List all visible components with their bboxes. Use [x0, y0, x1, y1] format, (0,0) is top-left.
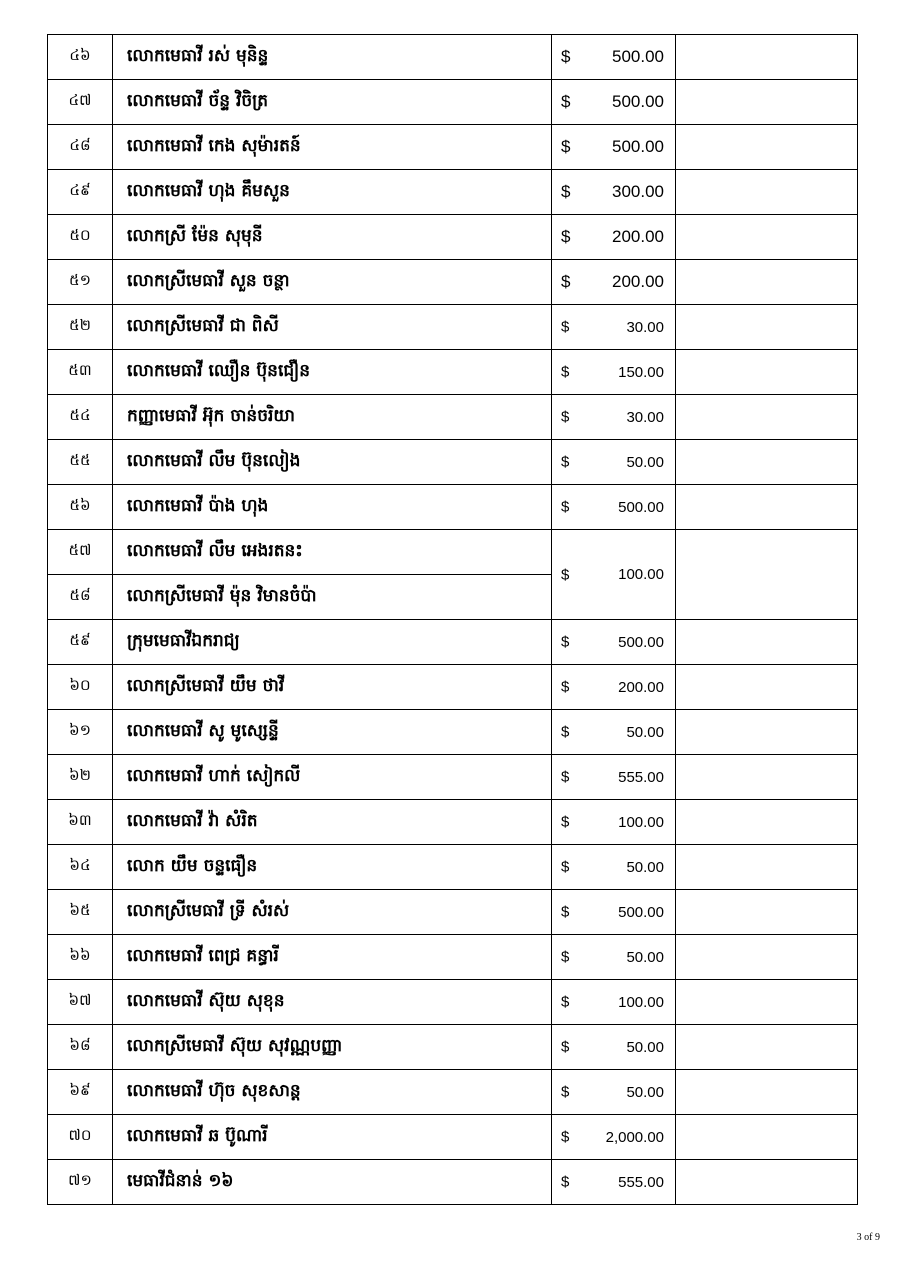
amount-value: 2,000.00 — [605, 1128, 664, 1146]
row-number: ៦៣ — [48, 800, 113, 845]
amount-value: 30.00 — [626, 318, 664, 336]
currency-symbol: $ — [561, 92, 571, 111]
remarks-cell — [676, 800, 858, 845]
donation-amount — [552, 1025, 676, 1070]
currency-symbol: $ — [561, 1173, 570, 1191]
table-row — [48, 440, 858, 485]
donation-amount — [552, 215, 676, 260]
table-row — [48, 395, 858, 440]
amount-value: 50.00 — [626, 1038, 664, 1056]
remarks-cell — [676, 530, 858, 620]
row-number: ៧០ — [48, 1115, 113, 1160]
currency-symbol: $ — [561, 948, 570, 966]
remarks-cell — [676, 125, 858, 170]
donation-amount — [552, 755, 676, 800]
donor-name: លោកស្រីមេធាវី សួន ចន្ថា — [113, 260, 552, 305]
row-number: ៦៨ — [48, 1025, 113, 1070]
row-number: ៦៩ — [48, 1070, 113, 1115]
table-row — [48, 620, 858, 665]
amount-value: 50.00 — [626, 858, 664, 876]
currency-symbol: $ — [561, 498, 570, 516]
row-number: ៥០ — [48, 215, 113, 260]
remarks-cell — [676, 620, 858, 665]
row-number: ៤៦ — [48, 35, 113, 80]
donor-name: កញ្ញាមេធាវី អ៊ុក ចាន់ចរិយា — [113, 395, 552, 440]
row-number: ៦៥ — [48, 890, 113, 935]
donation-amount — [552, 35, 676, 80]
table-row — [48, 1160, 858, 1205]
amount-value: 500.00 — [612, 47, 664, 66]
amount-value: 300.00 — [612, 182, 664, 201]
currency-symbol: $ — [561, 408, 570, 426]
donor-name: លោកស្រីមេធាវី ជា ពិសី — [113, 305, 552, 350]
amount-value: 500.00 — [618, 498, 664, 516]
table-row — [48, 215, 858, 260]
donor-name: លោកមេធាវី ឆ ប៊ូណារី — [113, 1115, 552, 1160]
remarks-cell — [676, 980, 858, 1025]
table-row — [48, 710, 858, 755]
currency-symbol: $ — [561, 453, 570, 471]
row-number: ៥៨ — [48, 575, 113, 620]
remarks-cell — [676, 1070, 858, 1115]
row-number: ៥៣ — [48, 350, 113, 395]
currency-symbol: $ — [561, 993, 570, 1011]
table-row — [48, 935, 858, 980]
amount-value: 150.00 — [618, 363, 664, 381]
donor-name: លោកមេធាវី វ៉ា សំរិត — [113, 800, 552, 845]
row-number: ៥៤ — [48, 395, 113, 440]
donation-amount — [552, 170, 676, 215]
row-number: ៥២ — [48, 305, 113, 350]
amount-value: 200.00 — [612, 227, 664, 246]
table-row — [48, 1025, 858, 1070]
currency-symbol: $ — [561, 858, 570, 876]
donor-name: លោកមេធាវី រស់ មុនិន្ទ — [113, 35, 552, 80]
row-number: ៦២ — [48, 755, 113, 800]
donation-amount — [552, 305, 676, 350]
remarks-cell — [676, 80, 858, 125]
table-row — [48, 845, 858, 890]
remarks-cell — [676, 305, 858, 350]
remarks-cell — [676, 1160, 858, 1205]
row-number: ៤៧ — [48, 80, 113, 125]
amount-value: 50.00 — [626, 723, 664, 741]
donor-name: លោកមេធាវី លឹម ប៊ុនលៀង — [113, 440, 552, 485]
donation-amount — [552, 1160, 676, 1205]
donor-name: លោក យឹម ចន្ទធឿន — [113, 845, 552, 890]
row-number: ៥៩ — [48, 620, 113, 665]
table-row — [48, 260, 858, 305]
table-row — [48, 890, 858, 935]
currency-symbol: $ — [561, 227, 571, 246]
amount-value: 500.00 — [618, 903, 664, 921]
remarks-cell — [676, 35, 858, 80]
donor-name: លោកស្រី ម៉ែន សុមុនី — [113, 215, 552, 260]
row-number: ៤៩ — [48, 170, 113, 215]
currency-symbol: $ — [561, 363, 570, 381]
amount-value: 555.00 — [618, 1173, 664, 1191]
currency-symbol: $ — [561, 566, 570, 583]
donor-name: លោកមេធាវី ហ៊ុច សុខសាន្ត — [113, 1070, 552, 1115]
row-number: ៦១ — [48, 710, 113, 755]
donor-name: មេធាវីជំនាន់ ១៦ — [113, 1160, 552, 1205]
row-number: ៥៥ — [48, 440, 113, 485]
currency-symbol: $ — [561, 1083, 570, 1101]
remarks-cell — [676, 755, 858, 800]
row-number: ៦៤ — [48, 845, 113, 890]
donation-amount — [552, 80, 676, 125]
donor-name: ក្រុមមេធាវីឯករាជ្យ — [113, 620, 552, 665]
donor-name: លោកស្រីមេធាវី យឹម ថាវី — [113, 665, 552, 710]
donor-name: លោកមេធាវី សូ មូស្សេន្ទី — [113, 710, 552, 755]
amount-value: 500.00 — [612, 92, 664, 111]
remarks-cell — [676, 485, 858, 530]
currency-symbol: $ — [561, 678, 570, 696]
donor-name: លោកមេធាវី ពេជ្រ គន្ធារី — [113, 935, 552, 980]
currency-symbol: $ — [561, 182, 571, 201]
remarks-cell — [676, 395, 858, 440]
table-row — [48, 485, 858, 530]
currency-symbol: $ — [561, 813, 570, 831]
row-number: ៥៦ — [48, 485, 113, 530]
table-row — [48, 125, 858, 170]
currency-symbol: $ — [561, 903, 570, 921]
amount-value: 500.00 — [618, 633, 664, 651]
donor-table — [47, 34, 858, 1205]
amount-value: 200.00 — [612, 272, 664, 291]
donor-name: លោកមេធាវី ហាក់ សៀកលី — [113, 755, 552, 800]
donation-amount — [552, 1115, 676, 1160]
donation-amount — [552, 350, 676, 395]
table-row — [48, 35, 858, 80]
remarks-cell — [676, 890, 858, 935]
currency-symbol: $ — [561, 768, 570, 786]
amount-value: 500.00 — [612, 137, 664, 156]
donor-name: លោកស្រីមេធាវី ម៉ុន វិមានចំប៉ា — [113, 575, 552, 620]
donation-amount — [552, 710, 676, 755]
currency-symbol: $ — [561, 723, 570, 741]
table-row — [48, 530, 858, 575]
amount-value: 50.00 — [626, 1083, 664, 1101]
donation-amount — [552, 530, 676, 620]
currency-symbol: $ — [561, 47, 571, 66]
donor-name: លោកមេធាវី ហុង គឹមសួន — [113, 170, 552, 215]
donation-amount — [552, 1070, 676, 1115]
row-number: ៥៧ — [48, 530, 113, 575]
table-row — [48, 665, 858, 710]
donor-name: លោកស្រីមេធាវី ស៊ុយ សុវណ្ណបញ្ញា — [113, 1025, 552, 1070]
table-row — [48, 1070, 858, 1115]
amount-value: 100.00 — [618, 993, 664, 1011]
remarks-cell — [676, 215, 858, 260]
amount-value: 100.00 — [618, 566, 664, 583]
remarks-cell — [676, 665, 858, 710]
table-row — [48, 350, 858, 395]
remarks-cell — [676, 170, 858, 215]
table-row — [48, 980, 858, 1025]
donation-amount — [552, 260, 676, 305]
remarks-cell — [676, 1025, 858, 1070]
table-row — [48, 305, 858, 350]
donation-amount — [552, 440, 676, 485]
donor-name: លោកមេធាវី លឹម អេងរតនះ — [113, 530, 552, 575]
donation-amount — [552, 665, 676, 710]
amount-value: 100.00 — [618, 813, 664, 831]
row-number: ៦៦ — [48, 935, 113, 980]
remarks-cell — [676, 440, 858, 485]
donation-amount — [552, 125, 676, 170]
donation-amount — [552, 800, 676, 845]
currency-symbol: $ — [561, 137, 571, 156]
currency-symbol: $ — [561, 1128, 570, 1146]
table-row — [48, 800, 858, 845]
amount-value: 50.00 — [626, 948, 664, 966]
table-row — [48, 80, 858, 125]
remarks-cell — [676, 260, 858, 305]
row-number: ៥១ — [48, 260, 113, 305]
donor-name: លោកស្រីមេធាវី ទ្រី សំរស់ — [113, 890, 552, 935]
currency-symbol: $ — [561, 1038, 570, 1056]
donation-amount — [552, 395, 676, 440]
amount-value: 50.00 — [626, 453, 664, 471]
table-row — [48, 1115, 858, 1160]
remarks-cell — [676, 935, 858, 980]
remarks-cell — [676, 350, 858, 395]
row-number: ៦៧ — [48, 980, 113, 1025]
donation-amount — [552, 890, 676, 935]
remarks-cell — [676, 710, 858, 755]
donor-name: លោកមេធាវី កេង សុម៉ារតន៍ — [113, 125, 552, 170]
amount-value: 200.00 — [618, 678, 664, 696]
amount-value: 30.00 — [626, 408, 664, 426]
currency-symbol: $ — [561, 633, 570, 651]
donor-name: លោកមេធាវី ឈឿន ប៊ុនជឿន — [113, 350, 552, 395]
row-number: ៦០ — [48, 665, 113, 710]
donor-name: លោកមេធាវី ប៉ាង ហុង — [113, 485, 552, 530]
row-number: ៤៨ — [48, 125, 113, 170]
donation-amount — [552, 485, 676, 530]
amount-value: 555.00 — [618, 768, 664, 786]
donation-amount — [552, 845, 676, 890]
remarks-cell — [676, 845, 858, 890]
table-row — [48, 755, 858, 800]
donation-amount — [552, 980, 676, 1025]
donation-amount — [552, 620, 676, 665]
donation-amount — [552, 935, 676, 980]
donor-name: លោកមេធាវី ច័ន្ទ វិចិត្រ — [113, 80, 552, 125]
currency-symbol: $ — [561, 272, 571, 291]
donor-name: លោកមេធាវី ស៊ុយ សុខុន — [113, 980, 552, 1025]
currency-symbol: $ — [561, 318, 570, 336]
remarks-cell — [676, 1115, 858, 1160]
page-number: 3 of 9 — [856, 1232, 880, 1243]
row-number: ៧១ — [48, 1160, 113, 1205]
table-row — [48, 170, 858, 215]
